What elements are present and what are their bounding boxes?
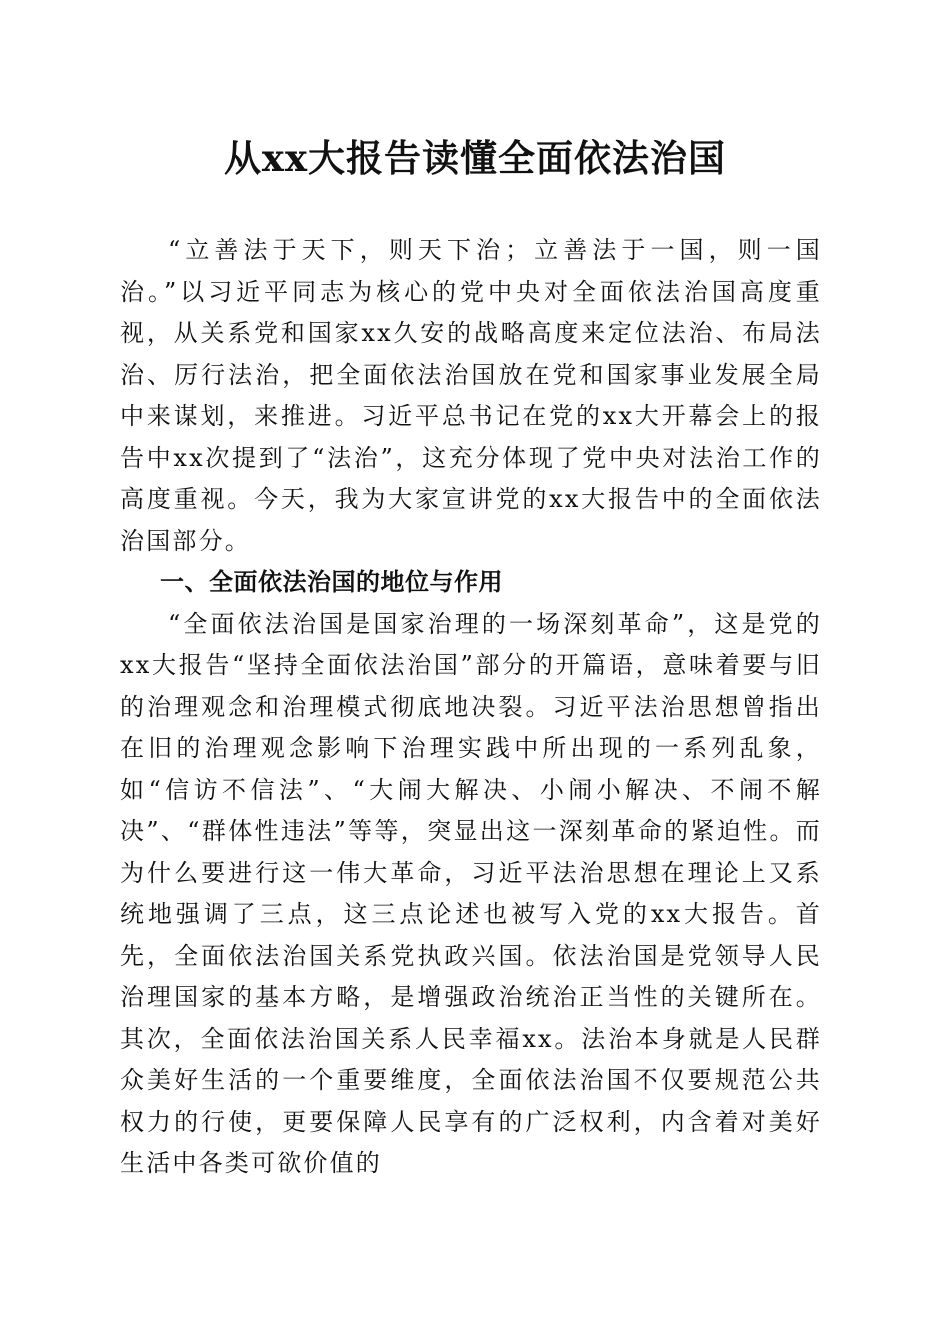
document-body (120, 230, 822, 1185)
document-title: 从xx大报告读懂全面依法治国 (223, 136, 727, 180)
body-paragraph: “全面依法治国是国家治理的一场深刻革命”，这是党的xx大报告“坚持全面依法治国”部分的开篇语，意味着要与旧的治理观念和治理模式彻底地决裂。习近平法治思想曾指出在旧的治理观念影响下治理实践中所出现的一系列乱象，如“信访不信法”、“大闹大解决、小闹小解决、不闹不解决”、“群体性违法”等等，突显出这一深刻革命的紧迫性。而为什么要进行这一伟大革命，习近平法治思想在理论上又系统地强调了三点，这三点论述也被写入党的xx大报告。首先，全面依法治国关系党执政兴国。依法治国是党领导人民治理国家的基本方略，是增强政治统治正当性的关键所在。其次，全面依法治国关系人民幸福xx。法治本身就是人民群众美好生活的一个重要维度，全面依法治国不仅要规范公共权力的行使，更要保障人民享有的广泛权利，内含着对美好生活中各类可欲价值的 (120, 609, 822, 1177)
intro-paragraph: “立善法于天下，则天下治；立善法于一国，则一国治。”以习近平同志为核心的党中央对全面依法治国高度重视，从关系党和国家xx久安的战略高度来定位法治、布局法治、厉行法治，把全面依法治国放在党和国家事业发展全局中来谋划，来推进。习近平总书记在党的xx大开幕会上的报告中xx次提到了“法治”，这充分体现了党中央对法治工作的高度重视。今天，我为大家宣讲党的xx大报告中的全面依法治国部分。 (120, 236, 822, 555)
section-heading: 一、全面依法治国的地位与作用 (160, 568, 503, 596)
